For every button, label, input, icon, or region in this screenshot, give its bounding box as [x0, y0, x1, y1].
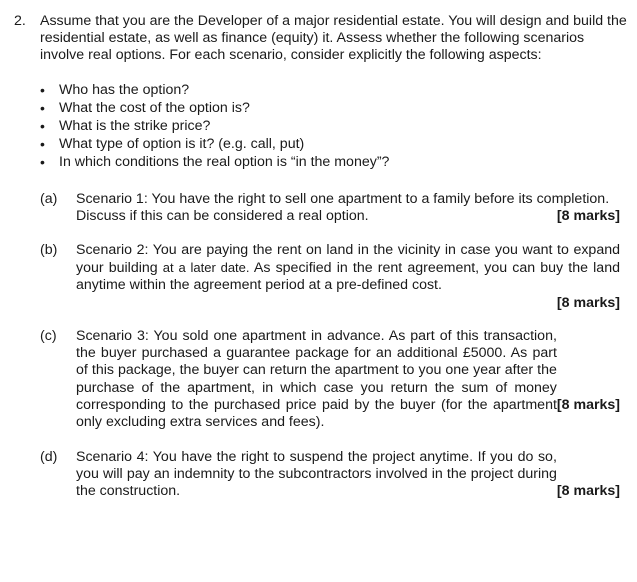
question-number: 2.	[14, 13, 26, 29]
bullet-icon: •	[40, 118, 45, 134]
scenario-text-line2-row	[76, 208, 620, 225]
scenario-text-part1: Scenario 2: You are paying the rent on land in the vicinity in case you want to expand your building	[76, 242, 620, 277]
marks-badge: [8 marks]	[556, 396, 620, 413]
marks-badge: [8 marks]	[556, 294, 620, 311]
list-item	[40, 82, 389, 100]
list-item	[40, 136, 389, 154]
bullet-icon: •	[40, 136, 45, 152]
list-item	[40, 118, 389, 136]
scenario-body	[76, 191, 620, 225]
aspect-text: What is the strike price?	[59, 118, 211, 134]
scenario-label: (c)	[40, 328, 57, 344]
scenario-body	[76, 449, 620, 501]
scenario-text	[76, 242, 620, 295]
aspect-text: In which conditions the real option is “in the money”?	[59, 154, 390, 170]
scenario-text	[76, 328, 620, 431]
scenario-text-content: Scenario 4: You have the right to suspend the project anytime. If you do so, you will pay an indemnity to the subcontractors involved in the project during the construction.	[76, 449, 557, 500]
bullet-icon: •	[40, 100, 45, 116]
aspect-text: Who has the option?	[59, 82, 190, 98]
list-item	[40, 100, 389, 118]
marks-badge: [8 marks]	[556, 208, 620, 225]
scenario-text	[76, 449, 620, 501]
scenario-body	[76, 328, 620, 431]
scenario-text-small: at a later date.	[162, 260, 250, 276]
bullet-icon: •	[40, 82, 45, 98]
question-intro: Assume that you are the Developer of a major residential estate. You will design and build the residential estate, as well as finance (equity) it. Assess whether the following scenarios involve real options. For each scenario, consider explicitly the following aspects:	[40, 13, 627, 64]
scenario-label: (d)	[40, 449, 58, 465]
list-item	[40, 154, 389, 172]
scenario-text-line2: Discuss if this can be considered a real option.	[76, 208, 369, 225]
marks-badge: [8 marks]	[556, 483, 620, 500]
scenario-label: (b)	[40, 242, 58, 258]
aspect-text: What type of option is it? (e.g. call, put)	[59, 136, 305, 152]
scenario-text-part2: As specified in the rent agreement, you can buy the land anytime within the agreement period at a pre-defined cost.	[76, 260, 620, 294]
bullet-icon: •	[40, 154, 45, 170]
aspect-text: What the cost of the option is?	[59, 100, 250, 116]
aspect-list	[40, 82, 389, 172]
scenario-text-line1: Scenario 1: You have the right to sell one apartment to a family before its completion.	[76, 191, 610, 207]
scenario-text-content: Scenario 3: You sold one apartment in advance. As part of this transaction, the buyer purchased a guarantee package for an additional £5000. As part of this package, the buyer can return the apartment to you one year after the purchase of the apartment, in which case you return the sum of money corresponding to the purchased price paid by the buyer (for the apartment only excluding extra services and fees).	[76, 328, 557, 431]
scenario-body	[76, 242, 620, 312]
scenario-label: (a)	[40, 191, 58, 207]
